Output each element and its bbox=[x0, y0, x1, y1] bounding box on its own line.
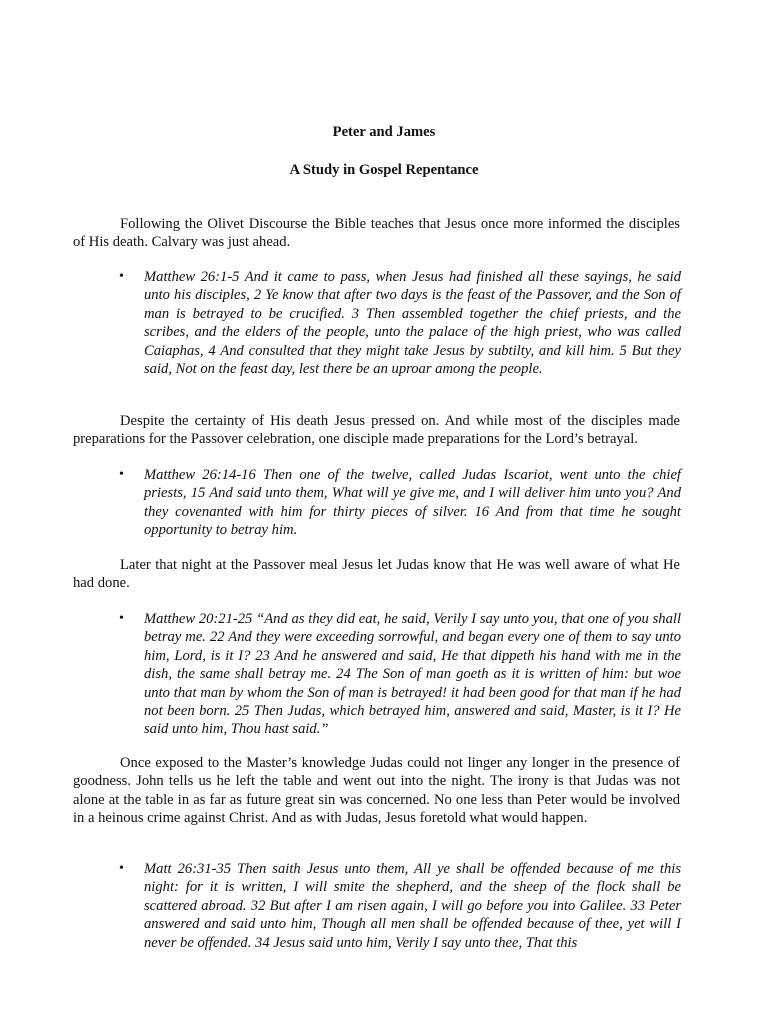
document-title: Peter and James bbox=[332, 124, 436, 140]
document-subtitle: A Study in Gospel Repentance bbox=[289, 162, 479, 178]
paragraph-2: Despite the certainty of His death Jesus pressed on. And while most of the disciples made preparations for the Passover celebration, one disciple made preparations for the Lord’s betrayal. bbox=[73, 413, 680, 448]
scripture-text: Matthew 26:1-5 And it came to pass, when Jesus had finished all these sayings, he said unto his disciples, 2 Ye know that after two days is the feast of the Passover, and the Son of man is betrayed to be crucified. 3 Then assembled together the chief priests, and the scribes, and the elders of the people, unto the palace of the high priest, who was called Caiaphas, 4 And consulted that they might take Jesus by subtilty, and kill him. 5 But they said, Not on the feast day, lest there be an uproar among the people. bbox=[144, 269, 681, 378]
paragraph-1: Following the Olivet Discourse the Bible teaches that Jesus once more informed the disciples of His death. Calvary was just ahead. bbox=[73, 216, 680, 251]
scripture-text: Matthew 26:14-16 Then one of the twelve, called Judas Iscariot, went unto the chief priests, 15 And said unto them, What will ye give me, and I will deliver him unto you? And they covenanted with him for thirty pieces of silver. 16 And from that time he sought opportunity to betray him. bbox=[144, 467, 681, 539]
bullet-icon: • bbox=[119, 269, 124, 284]
scripture-text: Matt 26:31-35 Then saith Jesus unto them, All ye shall be offended because of me this night: for it is written, I will smite the shepherd, and the sheep of the flock shall be scattered abroad. 32 But after I am risen again, I will go before you into Galilee. 33 Peter answered and said unto him, Though all men shall be offended because of thee, yet will I never be offended. 34 Jesus said unto him, Verily I say unto thee, That this bbox=[144, 861, 681, 951]
paragraph-4: Once exposed to the Master’s knowledge Judas could not linger any longer in the presence of goodness. John tells us he left the table and went out into the night. The irony is that Judas was not alone at the table in as far as future great sin was concerned. No one less than Peter would be involved in a heinous crime against Christ. And as with Judas, Jesus foretold what would happen. bbox=[73, 755, 680, 827]
scripture-quote-2 bbox=[119, 466, 681, 540]
bullet-icon: • bbox=[119, 861, 124, 876]
scripture-quote-3 bbox=[119, 610, 681, 739]
scripture-text: Matthew 20:21-25 “And as they did eat, he said, Verily I say unto you, that one of you shall betray me. 22 And they were exceeding sorrowful, and began every one of them to say unto him, Lord, is it I? 23 And he answered and said, He that dippeth his hand with me in the dish, the same shall betray me. 24 The Son of man goeth as it is written of him: but woe unto that man by whom the Son of man is betrayed! it had been good for that man if he had not been born. 25 Then Judas, which betrayed him, answered and said, Master, is it I? He said unto him, Thou hast said.” bbox=[144, 611, 681, 738]
bullet-icon: • bbox=[119, 611, 124, 626]
paragraph-3: Later that night at the Passover meal Jesus let Judas know that He was well aware of what He had done. bbox=[73, 557, 680, 592]
scripture-quote-1 bbox=[119, 268, 681, 378]
scripture-quote-4 bbox=[119, 860, 681, 952]
bullet-icon: • bbox=[119, 467, 124, 482]
